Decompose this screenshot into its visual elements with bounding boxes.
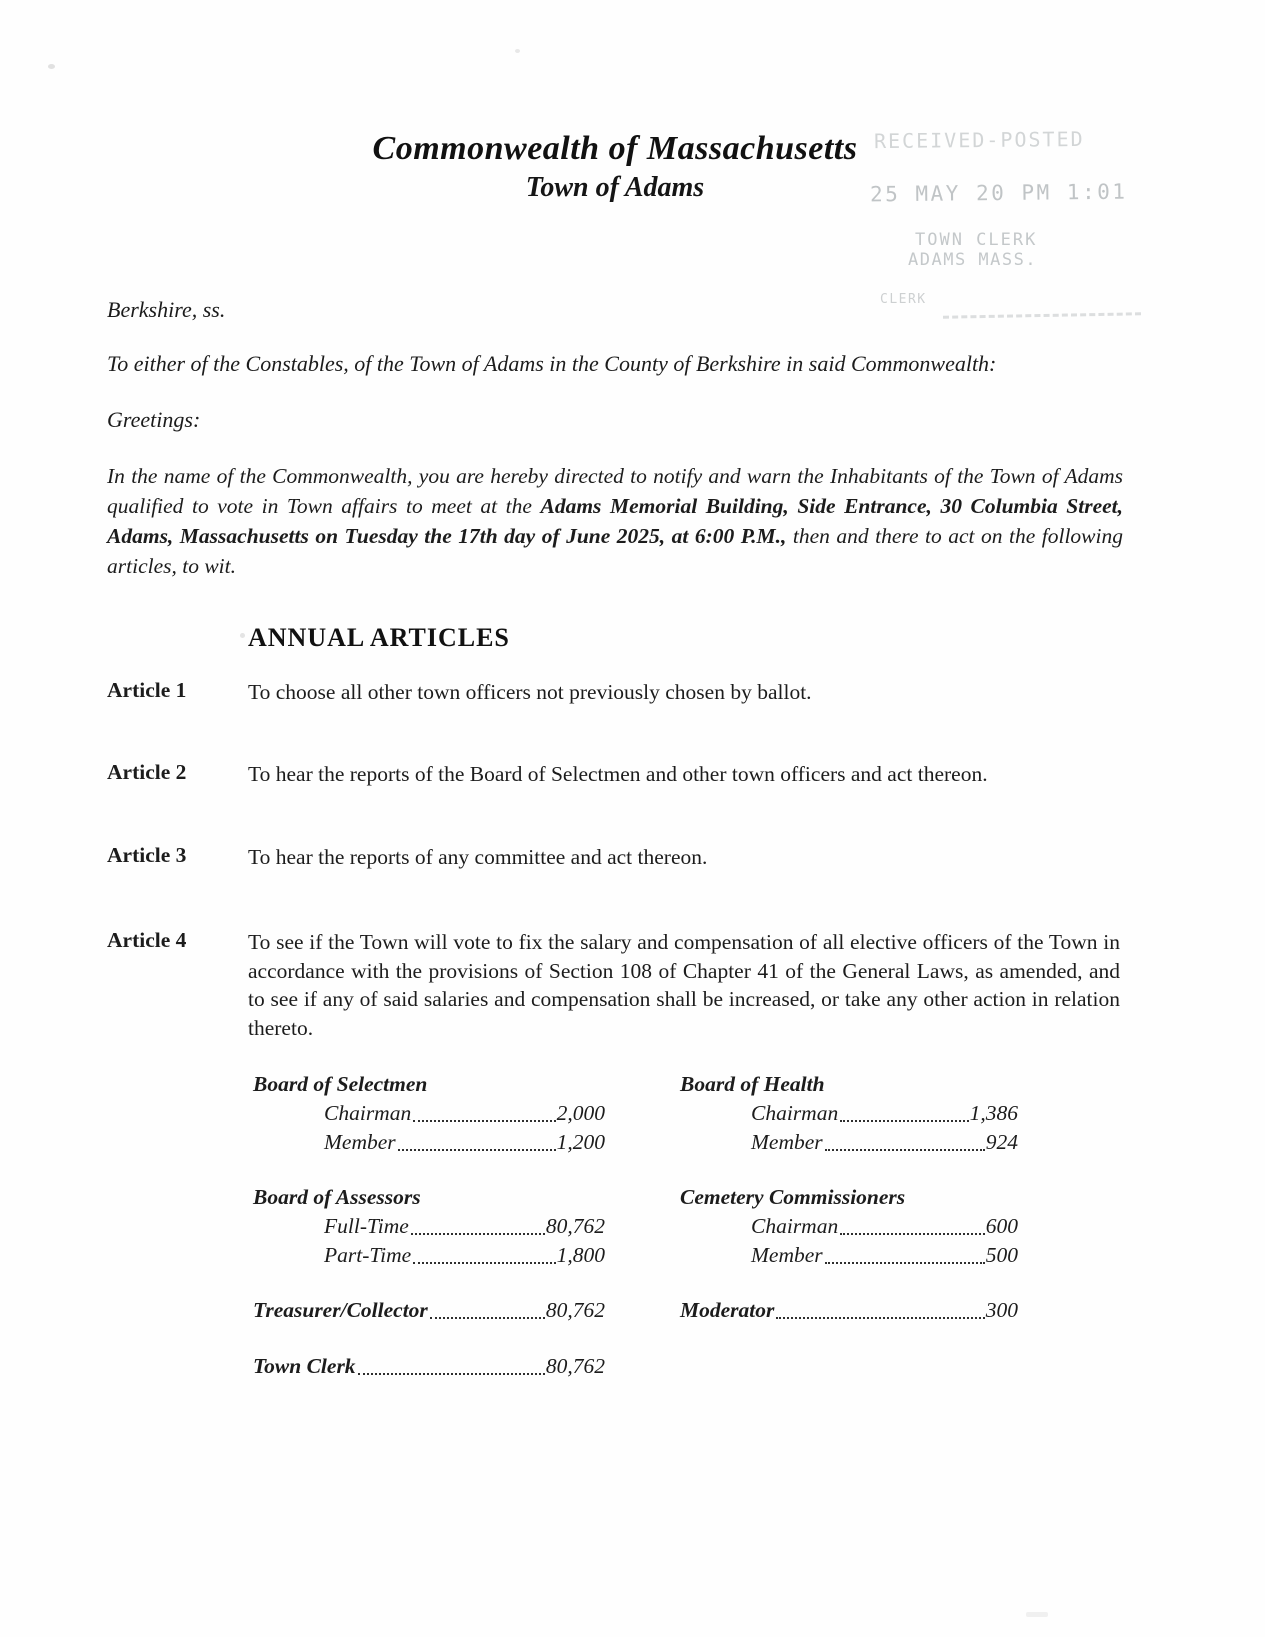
- salary-group-heading: Cemetery Commissioners: [680, 1185, 906, 1209]
- dot-leader: [840, 1233, 985, 1235]
- salary-row-label: Chairman: [324, 1101, 412, 1125]
- scan-speck: [240, 633, 245, 638]
- stamp-signature-line: [943, 312, 1141, 318]
- intro-text-bold-meeting-details: Adams Memorial Building, Side Entrance, 30 Columbia Street, Adams, Massachusetts on Tuesday the 17th day of June 2025, at 6:00 P.M.,: [107, 494, 1124, 548]
- salary-group-heading: Board of Health: [680, 1072, 825, 1096]
- dot-leader: [358, 1373, 545, 1375]
- annual-articles-heading: ANNUAL ARTICLES: [248, 623, 510, 652]
- stamp-clerk-faint: CLERK: [880, 292, 927, 307]
- salary-row-label: Member: [324, 1130, 396, 1154]
- document-subtitle: Town of Adams: [525, 172, 705, 203]
- article-4-text: To see if the Town will vote to fix the salary and compensation of all elective officers of the Town in accordance with the provisions of Section 108 of Chapter 41 of the General Laws, as amended, and to see if any of said salaries and compensation shall be increased, or take any other action in relation thereto.: [248, 930, 1120, 1041]
- article-4-label: Article 4: [107, 928, 187, 952]
- salary-row-label: Treasurer/Collector: [253, 1298, 428, 1322]
- stamp-received-posted: RECEIVED-POSTED: [873, 126, 1085, 154]
- salary-row-label: Part-Time: [324, 1243, 412, 1267]
- greeting-line: Greetings:: [107, 407, 201, 432]
- salary-column-left: [253, 1070, 605, 1381]
- salary-row-value: 924: [985, 1130, 1018, 1154]
- dot-leader: [413, 1120, 555, 1122]
- salary-row-label: Member: [751, 1243, 823, 1267]
- salary-row: [253, 1241, 605, 1270]
- salary-row-label: Chairman: [751, 1101, 839, 1125]
- salary-row-value: 2,000: [556, 1101, 605, 1125]
- stamp-adams-mass: ADAMS MASS.: [908, 250, 1038, 270]
- salary-group-cemetery-commissioners: [680, 1183, 1018, 1270]
- article-2-label: Article 2: [107, 760, 187, 784]
- scan-speck: [515, 49, 520, 53]
- salary-row: [680, 1128, 1018, 1157]
- salary-row-value: 80,762: [545, 1354, 605, 1378]
- intro-text-post: then and there to act on the following articles, to wit.: [107, 524, 1123, 578]
- salary-row: [253, 1099, 605, 1128]
- dot-leader: [825, 1262, 985, 1264]
- warrant-intro-paragraph: [107, 461, 1123, 581]
- salary-row-label: Chairman: [751, 1214, 839, 1238]
- dot-leader: [398, 1149, 556, 1151]
- dot-leader: [413, 1262, 555, 1264]
- addressee-line: To either of the Constables, of the Town of Adams in the County of Berkshire in said Commonwealth:: [107, 351, 997, 376]
- article-1-text: To choose all other town officers not previously chosen by ballot.: [248, 680, 812, 704]
- document-title: Commonwealth of Massachusetts: [372, 130, 858, 167]
- dot-leader: [840, 1120, 968, 1122]
- salary-group-heading: Board of Selectmen: [253, 1072, 428, 1096]
- salary-row-town-clerk: [253, 1352, 605, 1381]
- salary-row: [680, 1099, 1018, 1128]
- salary-row: [253, 1128, 605, 1157]
- article-3-text: To hear the reports of any committee and act thereon.: [248, 845, 708, 869]
- intro-text-pre: In the name of the Commonwealth, you are hereby directed to notify and warn the Inhabitants of the Town of Adams qualified to vote in Town affairs to meet at the: [107, 464, 1123, 518]
- salary-row-value: 80,762: [545, 1214, 605, 1238]
- salary-row-moderator: [680, 1296, 1018, 1325]
- salary-group-board-of-selectmen: [253, 1070, 605, 1157]
- article-1-label: Article 1: [107, 678, 187, 702]
- salary-row-label: Full-Time: [324, 1214, 409, 1238]
- dot-leader: [825, 1149, 985, 1151]
- article-2-text: To hear the reports of the Board of Selectmen and other town officers and act thereon.: [248, 762, 988, 786]
- salary-row-value: 300: [985, 1298, 1018, 1322]
- salary-row-value: 1,386: [969, 1101, 1018, 1125]
- county-line: Berkshire, ss.: [107, 297, 226, 322]
- salary-row: [680, 1212, 1018, 1241]
- salary-group-board-of-assessors: [253, 1183, 605, 1270]
- salary-row: [253, 1212, 605, 1241]
- salary-row-value: 1,200: [556, 1130, 605, 1154]
- article-3-label: Article 3: [107, 843, 187, 867]
- dot-leader: [776, 1317, 984, 1319]
- dot-leader: [430, 1317, 545, 1319]
- salary-row-label: Town Clerk: [253, 1354, 356, 1378]
- salary-row-value: 1,800: [556, 1243, 605, 1267]
- salary-column-right: [680, 1070, 1018, 1325]
- salary-row-treasurer-collector: [253, 1296, 605, 1325]
- salary-row-value: 500: [985, 1243, 1018, 1267]
- salary-row-label: Member: [751, 1130, 823, 1154]
- salary-row-label: Moderator: [680, 1298, 775, 1322]
- salary-row: [680, 1241, 1018, 1270]
- stamp-date-time: 25 MAY 20 PM 1:01: [869, 179, 1128, 207]
- salary-row-value: 80,762: [545, 1298, 605, 1322]
- scan-speck: [48, 64, 55, 69]
- salary-row-value: 600: [985, 1214, 1018, 1238]
- salary-group-heading: Board of Assessors: [253, 1185, 421, 1209]
- salary-group-board-of-health: [680, 1070, 1018, 1157]
- dot-leader: [411, 1233, 545, 1235]
- scan-speck: [1026, 1612, 1048, 1617]
- stamp-town-clerk: TOWN CLERK: [915, 230, 1038, 250]
